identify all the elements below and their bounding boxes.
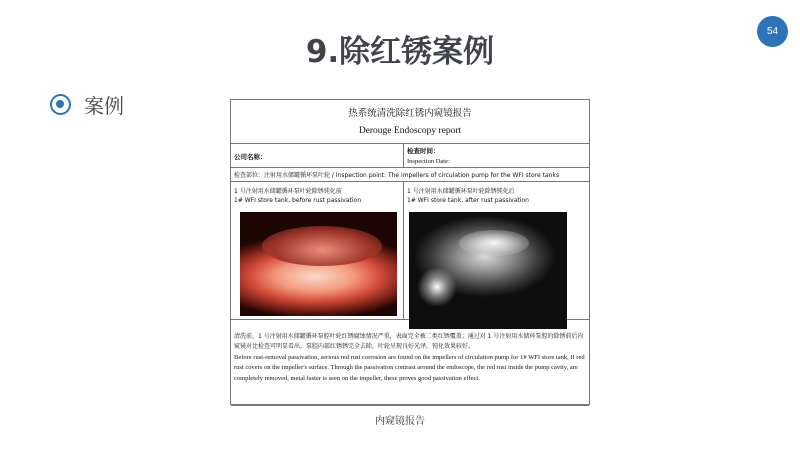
after-passivation-photo bbox=[409, 212, 567, 329]
endoscopy-report-image bbox=[230, 99, 590, 405]
company-label: 公司名称： bbox=[234, 153, 267, 161]
radio-bullet-icon bbox=[50, 94, 71, 115]
slide-title: 9.除红锈案例 bbox=[305, 34, 495, 70]
description-row bbox=[231, 320, 589, 406]
report-title-cn: 热系统清洗除红锈内窥镜报告 bbox=[348, 108, 472, 119]
date-label-cn: 检查时间： bbox=[407, 147, 440, 155]
date-label-en: Inspection Date: bbox=[407, 158, 450, 165]
bullet-row bbox=[50, 91, 124, 117]
before-passivation-photo bbox=[240, 212, 397, 316]
description-en: Before rust-removal passivation, serious red rust corrosion are found on the impellers of circulation pump for 1# WFI store tank, II red rust covers on the impeller's surface. Through the passivation contrast around the endoscope, the red rust inside the pump cavity, are completely removed, metal luster is seen on the impeller, these proves good passivation effect. bbox=[234, 354, 585, 382]
after-caption-cn: 1 号注射用水储罐循环泵叶轮除锈钝化后 bbox=[407, 188, 515, 195]
before-caption-en: 1# WFI store tank, before rust passivation bbox=[234, 197, 362, 204]
report-info-row bbox=[231, 144, 589, 168]
before-caption-cn: 1 号注射用水储罐循环泵叶轮除锈钝化前 bbox=[234, 188, 342, 195]
image-caption: 内窥镜报告 bbox=[375, 416, 425, 427]
bullet-text: 案例 bbox=[84, 93, 124, 118]
after-caption-en: 1# WFI store tank, after rust passivation bbox=[407, 197, 529, 204]
report-title-en: Derouge Endoscopy report bbox=[358, 126, 462, 136]
report-title-row bbox=[231, 100, 589, 144]
inspection-point: 检查部位：注射用水储罐循环泵叶轮 / Inspection point: The impellers of circulation pump for the WFI store tanks bbox=[234, 172, 560, 179]
inspection-point-row bbox=[231, 168, 589, 182]
description-cn: 清洗前，1 号注射用水储罐循环泵腔叶轮红锈腐蚀情况严重，表面完全被二类红锈覆盖；通过对 1 号注射用水储环泵腔的除锈前后内窥镜对比检查可明显看出，泵腔内部红锈锈完全去除，叶轮呈现良好光泽，钝化效果较好。 bbox=[234, 333, 584, 350]
page-number-badge: 54 bbox=[757, 16, 788, 47]
